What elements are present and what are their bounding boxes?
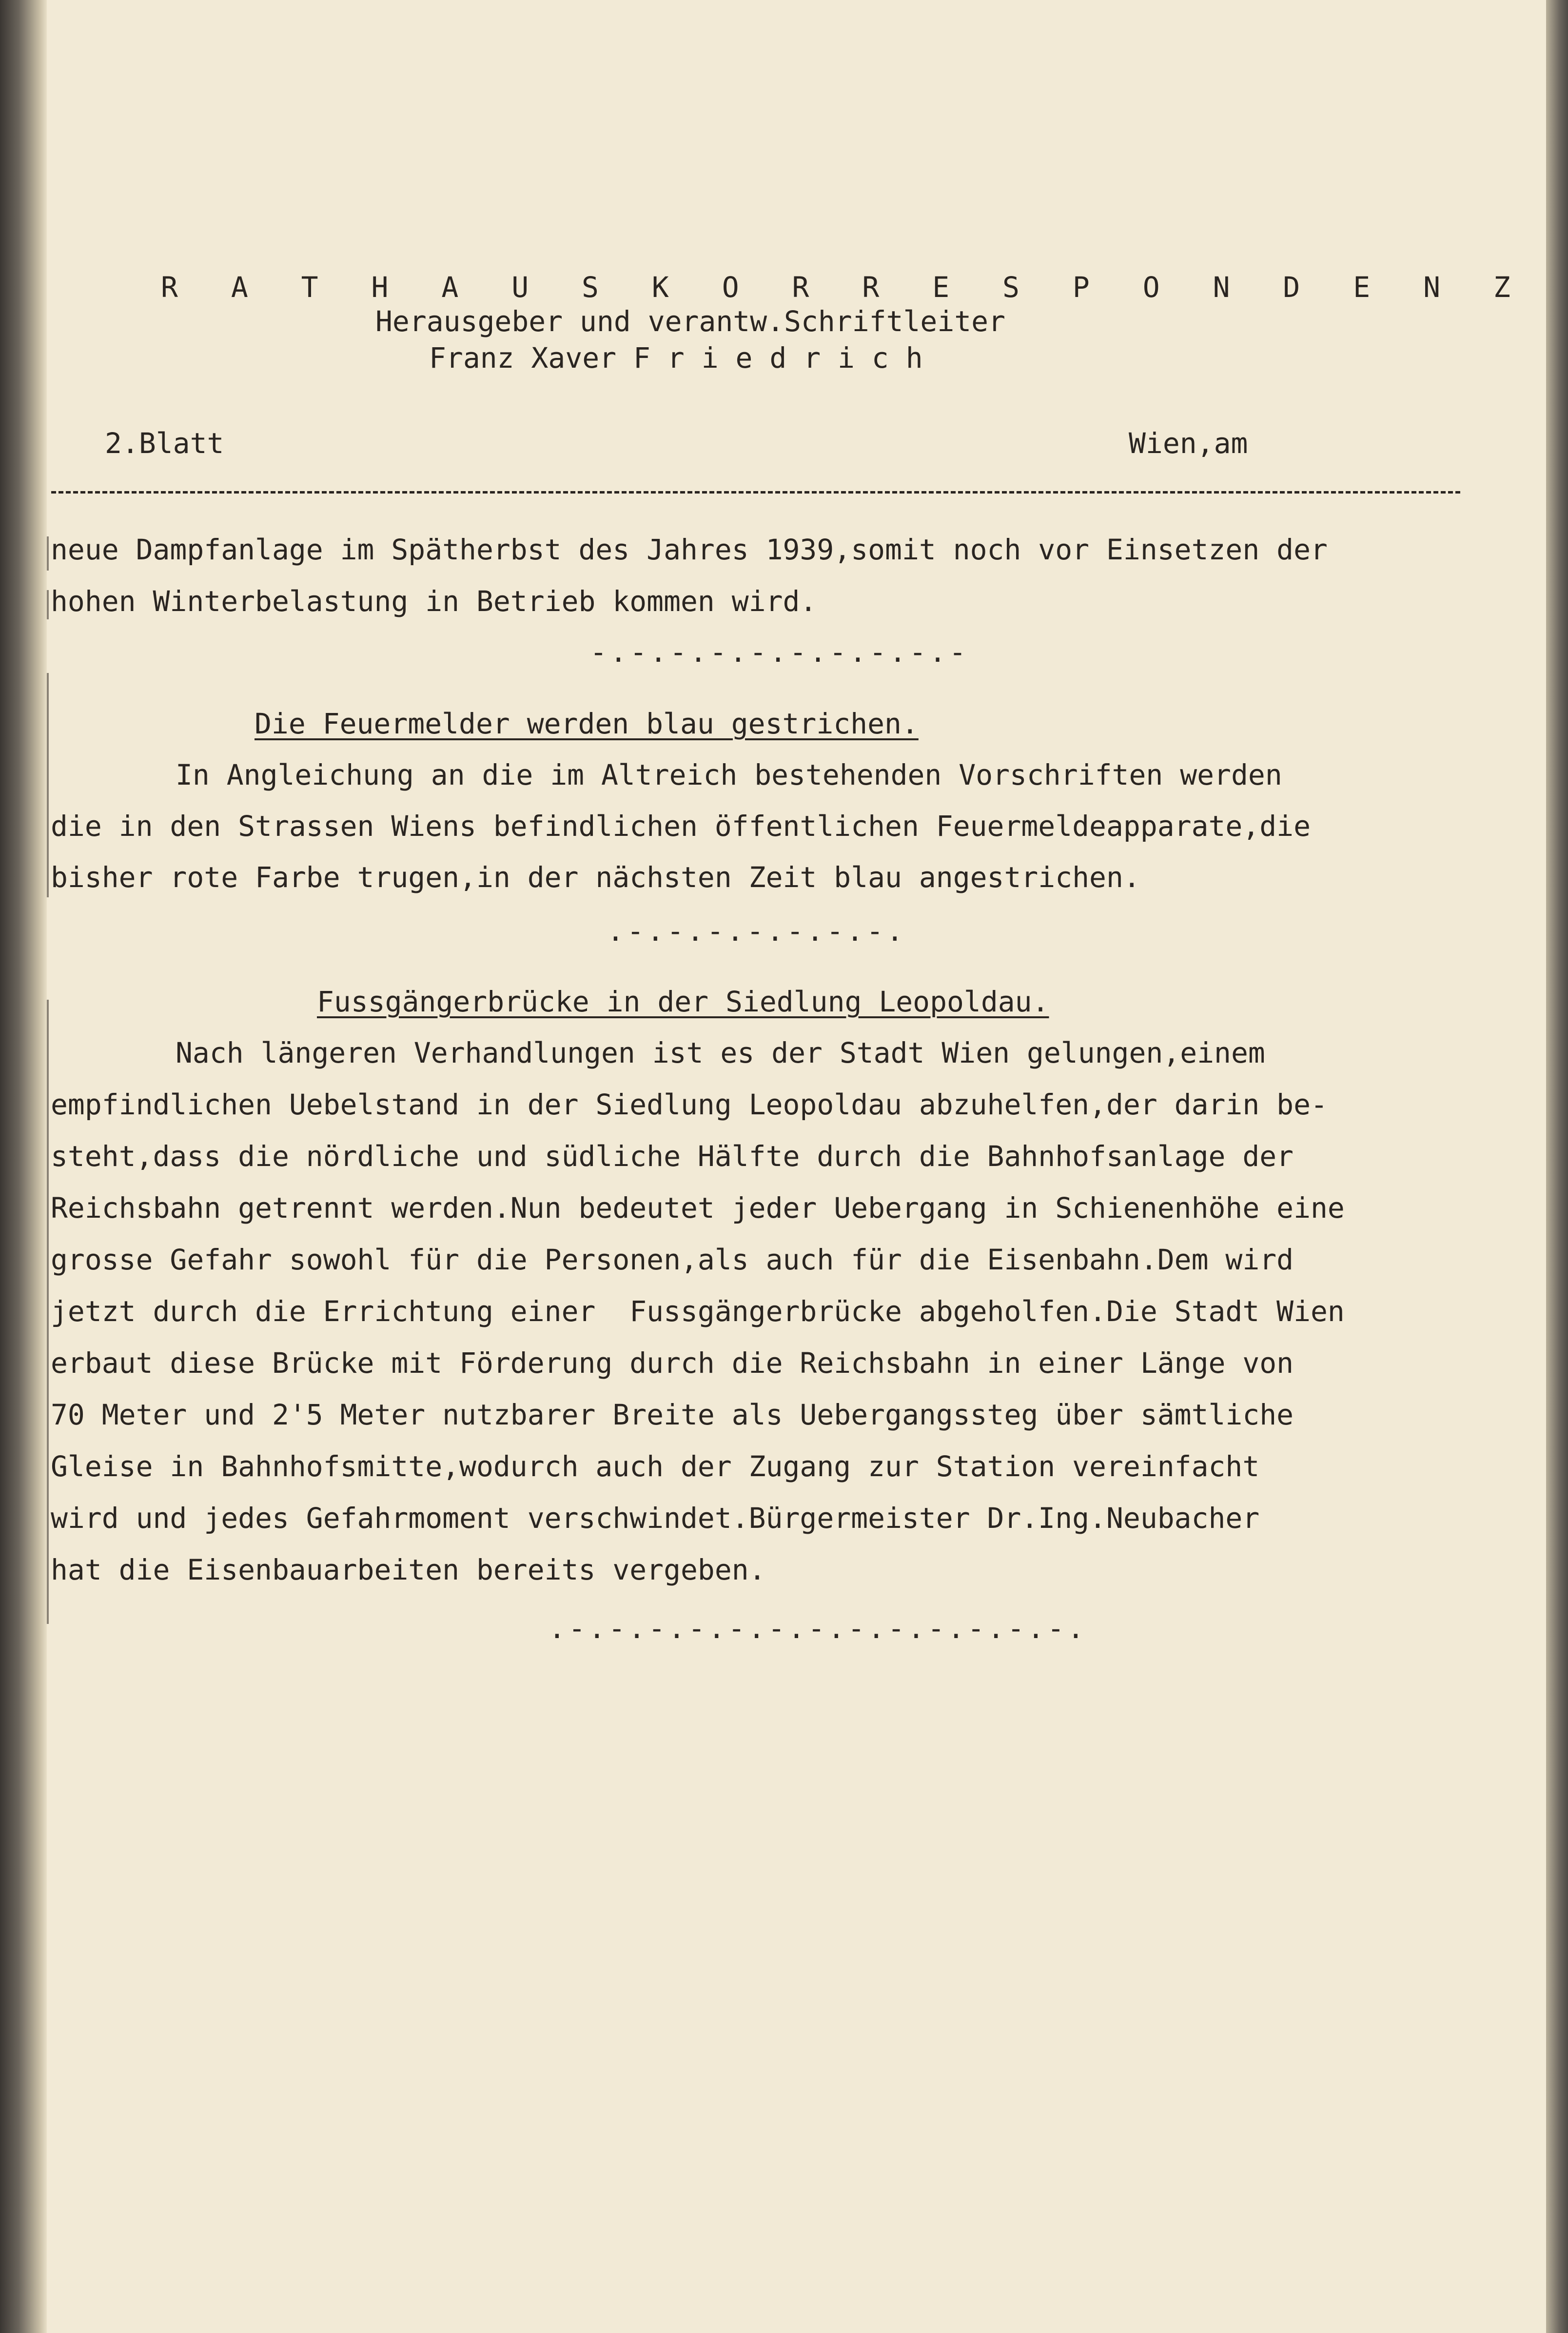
article-heading: Fussgängerbrücke in der Siedlung Leopoldau.: [317, 985, 1049, 1018]
text-line: die in den Strassen Wiens befindlichen öffentlichen Feuermeldeapparate,die: [51, 810, 1311, 843]
page-binding-shadow: [0, 0, 47, 2333]
separator: -.-.-.-.-.-.-.-.-.-: [590, 635, 969, 669]
text-line: steht,dass die nördliche und südliche Hälfte durch die Bahnhofsanlage der: [51, 1140, 1294, 1173]
margin-mark: [47, 673, 49, 897]
text-line: In Angleichung an die im Altreich bestehenden Vorschriften werden: [176, 758, 1282, 791]
publisher-line: Herausgeber und verantw.Schriftleiter: [375, 305, 1006, 338]
place-date: Wien,am: [1129, 427, 1248, 460]
text-line: grosse Gefahr sowohl für die Personen,als auch für die Eisenbahn.Dem wird: [51, 1243, 1294, 1276]
text-line: 70 Meter und 2'5 Meter nutzbarer Breite als Uebergangssteg über sämtliche: [51, 1398, 1294, 1431]
margin-mark: [47, 536, 49, 571]
separator: .-.-.-.-.-.-.-.-.-.-.-.-.-.: [549, 1612, 1087, 1645]
text-line: bisher rote Farbe trugen,in der nächsten Zeit blau angestrichen.: [51, 861, 1140, 894]
sheet-number: 2.Blatt: [105, 427, 224, 460]
editor-line: Franz Xaver F r i e d r i c h: [429, 341, 923, 375]
text-line: neue Dampfanlage im Spätherbst des Jahres 1939,somit noch vor Einsetzen der: [51, 533, 1328, 566]
article-heading: Die Feuermelder werden blau gestrichen.: [255, 707, 919, 740]
separator: .-.-.-.-.-.-.-.: [607, 914, 906, 948]
text-line: wird und jedes Gefahrmoment verschwindet.Bürgermeister Dr.Ing.Neubacher: [51, 1502, 1260, 1535]
text-line: hohen Winterbelastung in Betrieb kommen wird.: [51, 585, 817, 618]
margin-mark: [47, 1000, 49, 1624]
text-line: Reichsbahn getrennt werden.Nun bedeutet jeder Uebergang in Schienenhöhe eine: [51, 1191, 1345, 1225]
page-edge-right: [1546, 0, 1568, 2333]
text-line: Gleise in Bahnhofsmitte,wodurch auch der Zugang zur Station vereinfacht: [51, 1450, 1260, 1483]
text-line: hat die Eisenbauarbeiten bereits vergeben.: [51, 1553, 766, 1586]
margin-mark: [47, 590, 49, 619]
text-line: erbaut diese Brücke mit Förderung durch die Reichsbahn in einer Länge von: [51, 1346, 1294, 1380]
masthead-title: R A T H A U S K O R R E S P O N D E N Z: [161, 271, 1529, 304]
header-rule: [51, 491, 1460, 494]
text-line: Nach längeren Verhandlungen ist es der Stadt Wien gelungen,einem: [176, 1036, 1265, 1069]
text-line: empfindlichen Uebelstand in der Siedlung Leopoldau abzuhelfen,der darin be-: [51, 1088, 1328, 1121]
text-line: jetzt durch die Errichtung einer Fussgängerbrücke abgeholfen.Die Stadt Wien: [51, 1295, 1345, 1328]
